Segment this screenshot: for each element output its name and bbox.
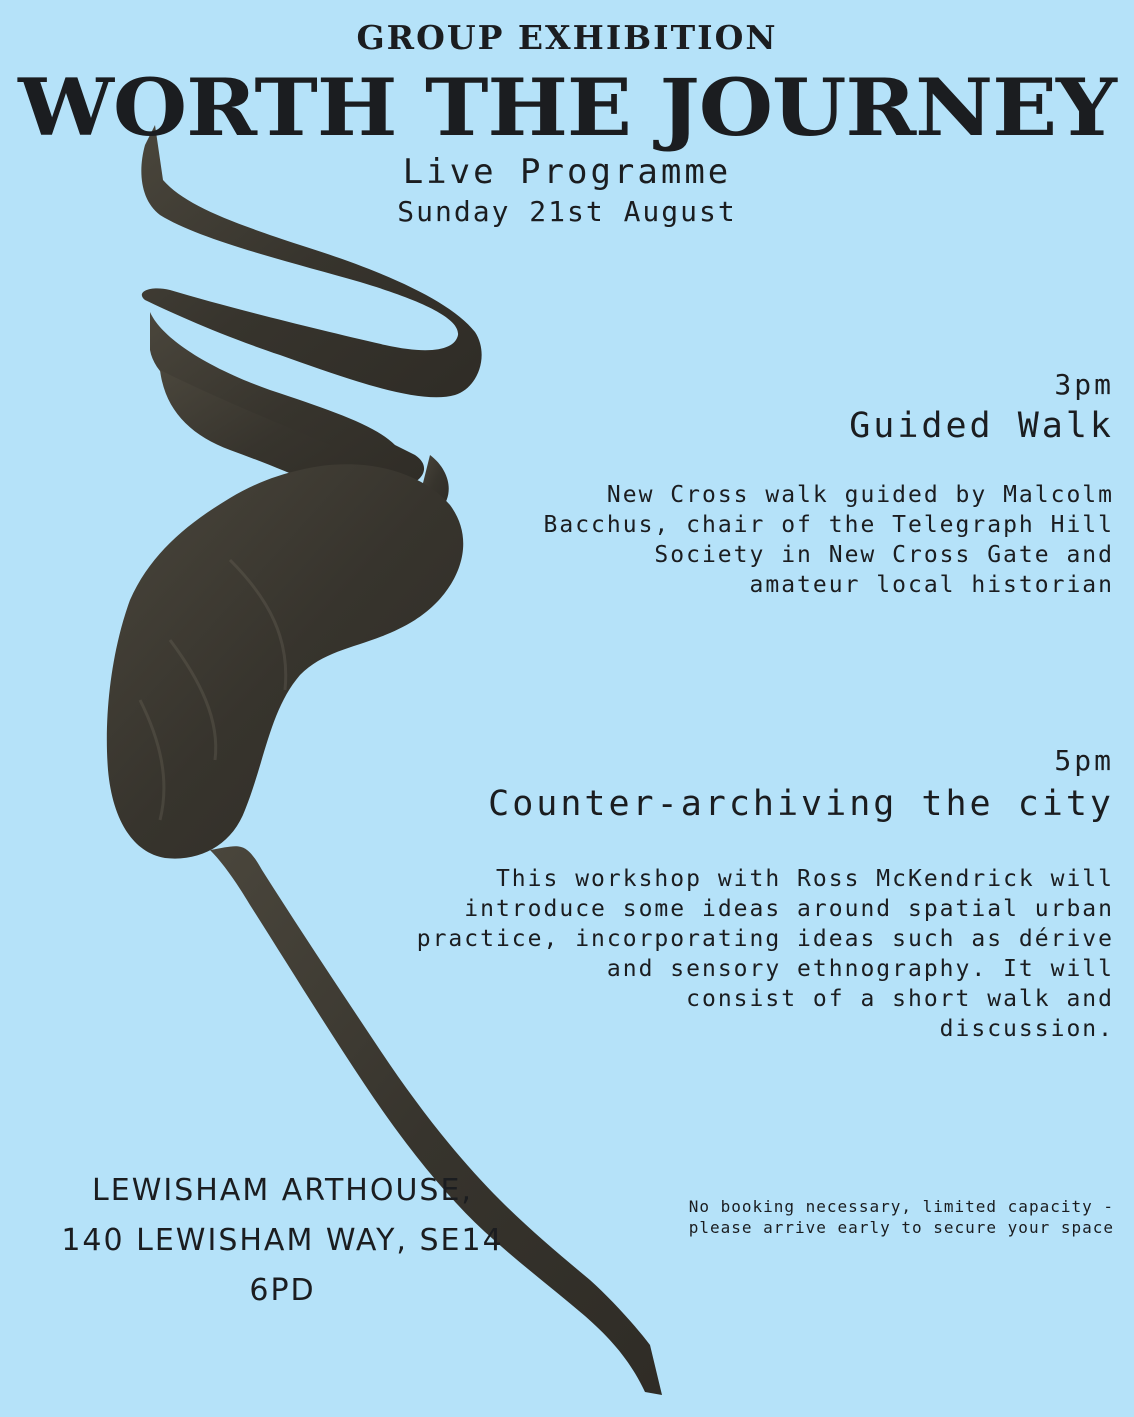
description-line: New Cross walk guided by Malcolm	[606, 482, 1114, 508]
event-2-description	[334, 864, 1114, 1044]
booking-note	[614, 1196, 1114, 1238]
exhibition-title: WORTH THE JOURNEY	[18, 61, 1116, 154]
description-line: This workshop with Ross McKendrick will	[495, 866, 1114, 892]
description-line: introduce some ideas around spatial urban	[464, 896, 1114, 922]
description-line: Bacchus, chair of the Telegraph Hill	[543, 512, 1114, 538]
event-1-description	[474, 480, 1114, 600]
programme-subtitle: Live Programme	[402, 152, 732, 192]
description-line: Society in New Cross Gate and	[654, 542, 1114, 568]
venue-line-1: LEWISHAM ARTHOUSE,	[92, 1173, 473, 1208]
event-1-title: Guided Walk	[849, 406, 1114, 446]
venue-line-2: 140 LEWISHAM WAY, SE14	[61, 1223, 504, 1258]
exhibition-eyebrow: GROUP EXHIBITION	[356, 18, 778, 57]
description-line: amateur local historian	[749, 572, 1114, 598]
description-line: discussion.	[939, 1016, 1114, 1042]
description-line: and sensory ethnography. It will	[606, 956, 1114, 982]
event-2-time: 5pm	[1054, 744, 1114, 777]
venue-address	[20, 1166, 545, 1316]
description-line: consist of a short walk and	[686, 986, 1114, 1012]
venue-line-3: 6PD	[249, 1273, 316, 1308]
programme-date: Sunday 21st August	[397, 195, 737, 228]
description-line: practice, incorporating ideas such as dérive	[416, 926, 1114, 952]
event-2-title: Counter-archiving the city	[488, 784, 1114, 824]
booking-note-line-1: No booking necessary, limited capacity -	[688, 1197, 1114, 1216]
booking-note-line-2: please arrive early to secure your space	[688, 1218, 1114, 1237]
event-1-time: 3pm	[1054, 368, 1114, 401]
